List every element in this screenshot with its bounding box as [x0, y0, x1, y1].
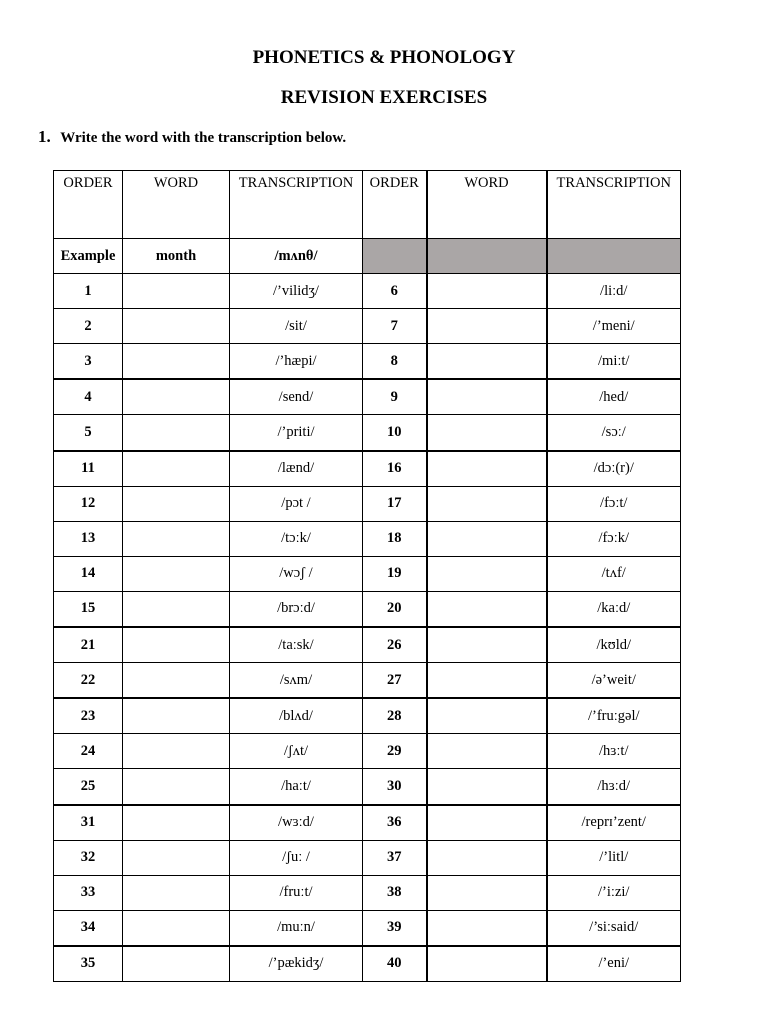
word-input-cell[interactable] — [427, 946, 547, 982]
word-input-cell[interactable] — [123, 946, 230, 982]
transcription-cell: /brɔːd/ — [230, 591, 363, 627]
word-input-cell[interactable] — [123, 627, 230, 663]
transcription-cell: /’fruːgəl/ — [547, 698, 681, 734]
order-cell: 5 — [54, 415, 123, 451]
table-row — [54, 946, 681, 982]
order-cell: 7 — [363, 309, 427, 344]
order-cell: 23 — [54, 698, 123, 734]
order-cell: 34 — [54, 910, 123, 946]
word-input-cell[interactable] — [427, 840, 547, 875]
table-row — [54, 274, 681, 309]
shaded-cell — [363, 239, 427, 274]
word-input-cell[interactable] — [123, 451, 230, 487]
order-cell: 30 — [363, 769, 427, 805]
table-row — [54, 805, 681, 841]
table-row — [54, 663, 681, 699]
word-input-cell[interactable] — [123, 274, 230, 309]
word-input-cell[interactable] — [427, 486, 547, 521]
word-input-cell[interactable] — [427, 734, 547, 769]
transcription-cell: /tʌf/ — [547, 556, 681, 591]
example-transcription: /mʌnθ/ — [230, 239, 363, 274]
transcription-cell: /wɔʃ / — [230, 556, 363, 591]
word-input-cell[interactable] — [427, 344, 547, 380]
word-input-cell[interactable] — [427, 769, 547, 805]
shaded-cell — [547, 239, 681, 274]
transcription-cell: /’priti/ — [230, 415, 363, 451]
order-cell: 37 — [363, 840, 427, 875]
transcription-cell: /ʃʌt/ — [230, 734, 363, 769]
transcription-cell: /send/ — [230, 379, 363, 415]
order-cell: 38 — [363, 875, 427, 910]
transcription-cell: /ə’weit/ — [547, 663, 681, 699]
order-cell: 17 — [363, 486, 427, 521]
word-input-cell[interactable] — [123, 486, 230, 521]
word-input-cell[interactable] — [123, 521, 230, 556]
order-cell: 15 — [54, 591, 123, 627]
word-input-cell[interactable] — [427, 910, 547, 946]
word-input-cell[interactable] — [123, 840, 230, 875]
transcription-cell: /’hæpi/ — [230, 344, 363, 380]
word-input-cell[interactable] — [123, 769, 230, 805]
word-input-cell[interactable] — [427, 379, 547, 415]
transcription-cell: /fɔːt/ — [547, 486, 681, 521]
transcription-cell: /reprɪ’zent/ — [547, 805, 681, 841]
transcription-cell: /tɔːk/ — [230, 521, 363, 556]
word-input-cell[interactable] — [427, 556, 547, 591]
order-cell: 9 — [363, 379, 427, 415]
header-word-left: WORD — [123, 171, 230, 239]
order-cell: 16 — [363, 451, 427, 487]
order-cell: 2 — [54, 309, 123, 344]
word-input-cell[interactable] — [427, 875, 547, 910]
transcription-cell: /taːsk/ — [230, 627, 363, 663]
transcription-cell: /hɜːt/ — [547, 734, 681, 769]
order-cell: 8 — [363, 344, 427, 380]
transcription-cell: /liːd/ — [547, 274, 681, 309]
word-input-cell[interactable] — [123, 591, 230, 627]
transcription-cell: /’pækidʒ/ — [230, 946, 363, 982]
word-input-cell[interactable] — [427, 591, 547, 627]
transcription-cell: /’siːsaid/ — [547, 910, 681, 946]
transcription-table — [53, 170, 681, 982]
word-input-cell[interactable] — [123, 875, 230, 910]
transcription-cell: /kaːd/ — [547, 591, 681, 627]
word-input-cell[interactable] — [123, 344, 230, 380]
transcription-cell: /wɜːd/ — [230, 805, 363, 841]
order-cell: 29 — [363, 734, 427, 769]
transcription-cell: /hɜːd/ — [547, 769, 681, 805]
header-transcription-left: TRANSCRIPTION — [230, 171, 363, 239]
order-cell: 21 — [54, 627, 123, 663]
table-row — [54, 698, 681, 734]
order-cell: 36 — [363, 805, 427, 841]
transcription-cell: /miːt/ — [547, 344, 681, 380]
table-row — [54, 521, 681, 556]
order-cell: 35 — [54, 946, 123, 982]
table-header-row — [54, 171, 681, 239]
transcription-cell: /fruːt/ — [230, 875, 363, 910]
order-cell: 27 — [363, 663, 427, 699]
word-input-cell[interactable] — [123, 698, 230, 734]
transcription-cell: /dɔː(r)/ — [547, 451, 681, 487]
transcription-cell: /’eni/ — [547, 946, 681, 982]
word-input-cell[interactable] — [123, 663, 230, 699]
order-cell: 10 — [363, 415, 427, 451]
table-row — [54, 556, 681, 591]
transcription-cell: /kʊld/ — [547, 627, 681, 663]
transcription-cell: /hed/ — [547, 379, 681, 415]
order-cell: 25 — [54, 769, 123, 805]
transcription-cell: /sʌm/ — [230, 663, 363, 699]
exercise-number: 1. — [38, 127, 51, 146]
order-cell: 28 — [363, 698, 427, 734]
shaded-cell — [427, 239, 547, 274]
example-row — [54, 239, 681, 274]
order-cell: 3 — [54, 344, 123, 380]
table-row — [54, 379, 681, 415]
word-input-cell[interactable] — [427, 663, 547, 699]
exercise-instruction — [38, 127, 346, 147]
table-row — [54, 486, 681, 521]
word-input-cell[interactable] — [123, 805, 230, 841]
transcription-cell: /pɔt / — [230, 486, 363, 521]
page-subtitle: REVISION EXERCISES — [280, 87, 488, 108]
order-cell: 19 — [363, 556, 427, 591]
table-row — [54, 769, 681, 805]
word-input-cell[interactable] — [427, 805, 547, 841]
order-cell: 4 — [54, 379, 123, 415]
order-cell: 14 — [54, 556, 123, 591]
order-cell: 32 — [54, 840, 123, 875]
order-cell: 39 — [363, 910, 427, 946]
transcription-cell: /’litl/ — [547, 840, 681, 875]
order-cell: 26 — [363, 627, 427, 663]
table-row — [54, 344, 681, 380]
word-input-cell[interactable] — [123, 734, 230, 769]
example-word: month — [123, 239, 230, 274]
table-row — [54, 309, 681, 344]
order-cell: 11 — [54, 451, 123, 487]
table-row — [54, 910, 681, 946]
table-row — [54, 415, 681, 451]
order-cell: 40 — [363, 946, 427, 982]
order-cell: 18 — [363, 521, 427, 556]
order-cell: 20 — [363, 591, 427, 627]
header-order-left: ORDER — [54, 171, 123, 239]
table-row — [54, 734, 681, 769]
order-cell: 22 — [54, 663, 123, 699]
word-input-cell[interactable] — [427, 274, 547, 309]
word-input-cell[interactable] — [123, 379, 230, 415]
word-input-cell[interactable] — [123, 309, 230, 344]
transcription-cell: /sit/ — [230, 309, 363, 344]
transcription-cell: /sɔː/ — [547, 415, 681, 451]
word-input-cell[interactable] — [427, 627, 547, 663]
order-cell: 12 — [54, 486, 123, 521]
order-cell: 31 — [54, 805, 123, 841]
page-title: PHONETICS & PHONOLOGY — [252, 47, 516, 68]
word-input-cell[interactable] — [123, 415, 230, 451]
word-input-cell[interactable] — [123, 910, 230, 946]
word-input-cell[interactable] — [427, 698, 547, 734]
transcription-cell: /ʃuː / — [230, 840, 363, 875]
word-input-cell[interactable] — [123, 556, 230, 591]
transcription-cell: /’iːzi/ — [547, 875, 681, 910]
table-row — [54, 840, 681, 875]
example-order: Example — [54, 239, 123, 274]
transcription-cell: /blʌd/ — [230, 698, 363, 734]
transcription-cell: /’meni/ — [547, 309, 681, 344]
word-input-cell[interactable] — [427, 451, 547, 487]
order-cell: 1 — [54, 274, 123, 309]
word-input-cell[interactable] — [427, 415, 547, 451]
header-transcription-right: TRANSCRIPTION — [547, 171, 681, 239]
transcription-cell: /muːn/ — [230, 910, 363, 946]
word-input-cell[interactable] — [427, 521, 547, 556]
order-cell: 13 — [54, 521, 123, 556]
table-row — [54, 451, 681, 487]
transcription-cell: /lænd/ — [230, 451, 363, 487]
order-cell: 33 — [54, 875, 123, 910]
transcription-cell: /fɔːk/ — [547, 521, 681, 556]
table-row — [54, 627, 681, 663]
word-input-cell[interactable] — [427, 309, 547, 344]
header-order-right: ORDER — [363, 171, 427, 239]
order-cell: 6 — [363, 274, 427, 309]
transcription-cell: /haːt/ — [230, 769, 363, 805]
header-word-right: WORD — [427, 171, 547, 239]
transcription-cell: /’vilidʒ/ — [230, 274, 363, 309]
order-cell: 24 — [54, 734, 123, 769]
table-row — [54, 875, 681, 910]
table-row — [54, 591, 681, 627]
exercise-text: Write the word with the transcription below. — [60, 130, 347, 146]
